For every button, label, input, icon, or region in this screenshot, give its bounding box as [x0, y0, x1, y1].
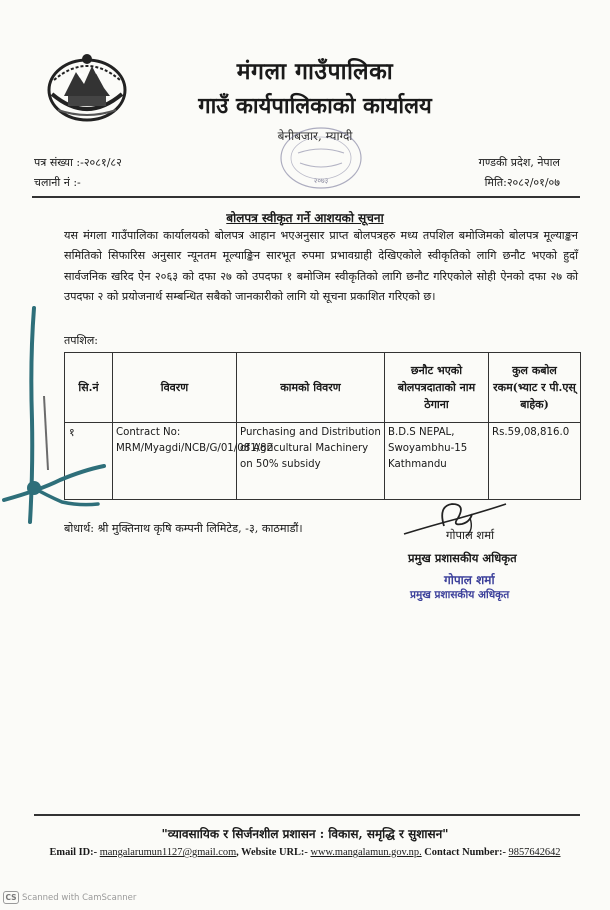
header-bidder: छनौट भएको बोलपत्रदाताको नाम ठेगाना [385, 353, 489, 423]
footer-slogan: "व्यावसायिक र सिर्जनशील प्रशासन : विकास, समृद्धि र सुशासन" [161, 827, 449, 841]
details-label: तपशिल: [64, 334, 99, 347]
email-label: Email ID:- [49, 847, 98, 858]
notice-body: यस मंगला गाउँपालिका कार्यालयको बोलपत्र आहान भएअनुसार प्राप्त बोलपत्रहरु मध्य तपशिल बमोजिमको बोलपत्र मूल्याङ्कन समितिको सिफारिस अनुसार न्यूनतम मूल्याङ्किन सारभूत रुपमा प्रभावग्राही देखिएकोले स्वीकृतिको लागि छनौट भएको हुदाँ सार्वजनिक खरिद ऐन २०६३ को दफा २७ को उपदफा १ बमोजिम स्वीकृतिको लागि छनौट गरिएकोले सोही ऐनको दफा २७ को उपदफा २ को प्रयोजनार्थ सम्बन्धित सबैको जानकारीको लागि यो सूचना प्रकाशित गरिएको छ। [64, 229, 578, 304]
camscanner-icon: CS [3, 891, 19, 904]
row-work: Purchasing and Distribution of Agricultural Machinery on 50% subsidy [237, 423, 385, 500]
table-row [65, 423, 581, 500]
dispatch-number: चलानी नं :- [34, 176, 81, 189]
office-name: गाउँ कार्यपालिकाको कार्यालय [198, 93, 432, 119]
contact-label: Contact Number:- [421, 847, 506, 858]
letter-meta-right [479, 153, 560, 193]
stamp-year: २०७३ [313, 177, 329, 185]
letter-date: मिति:२०८२/०१/०७ [484, 176, 560, 189]
notice-title: बोलपत्र स्वीकृत गर्ने आशयको सूचना [226, 211, 384, 225]
header-amount: कुल कबोल रकम(भ्याट र पी.एस् बाहेक) [489, 353, 581, 423]
seal-name: गोपाल शर्मा [444, 573, 495, 587]
row-bidder: B.D.S NEPAL, Swoyambhu-15 Kathmandu [385, 423, 489, 500]
header-divider [32, 196, 580, 198]
municipality-name: मंगला गाउँपालिका [236, 58, 394, 85]
row-contract: Contract No: MRM/Myagdi/NCB/G/01/081/82 [113, 423, 237, 500]
row-serial: १ [65, 423, 113, 500]
header-work-description: कामको विवरण [237, 353, 385, 423]
office-stamp-icon [278, 125, 364, 191]
email-link[interactable]: mangalarumun1127@gmail.com [99, 847, 237, 858]
footer-contact [0, 847, 610, 858]
province-name: गण्डकी प्रदेश, नेपाल [478, 156, 560, 169]
table-header-row [65, 353, 581, 423]
website-link[interactable]: www.mangalamun.gov.np. [310, 847, 422, 858]
footer-divider [34, 814, 580, 816]
seal-designation: प्रमुख प्रशासकीय अधिकृत [410, 589, 510, 601]
binding-string-icon [0, 300, 110, 530]
scanner-text: Scanned with CamScanner [22, 892, 137, 903]
copy-to: बोधार्थ: श्री मुक्तिनाथ कृषि कम्पनी लिमिटेड, -३, काठमाडौं। [64, 522, 303, 535]
contact-number: 9857642642 [508, 847, 561, 858]
letter-number: पत्र संख्या :-२०८१/८२ [34, 156, 122, 169]
letter-meta-left [34, 153, 122, 193]
signatory-designation: प्रमुख प्रशासकीय अधिकृत [408, 551, 517, 565]
signatory-name: गोपाल शर्मा [446, 528, 495, 542]
header-description: विवरण [113, 353, 237, 423]
scanner-watermark [3, 891, 136, 904]
nepal-emblem-icon [46, 50, 128, 124]
office-address: बेनीबजार, म्याग्दी [277, 129, 353, 143]
website-label: , Website URL:- [236, 847, 308, 858]
row-amount: Rs.59,08,816.0 [489, 423, 581, 500]
bid-details-table [64, 352, 581, 500]
header-serial: सि.नं [65, 353, 113, 423]
